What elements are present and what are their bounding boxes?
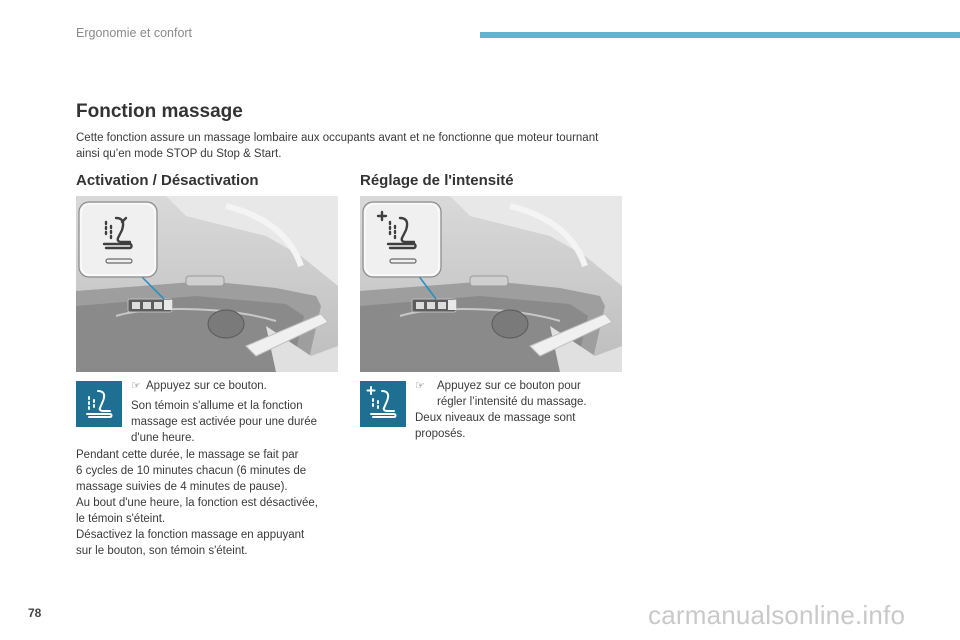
seat-intensity-illustration	[360, 196, 622, 372]
activation-indicator-text: Son témoin s'allume et la fonction massage est activée pour une durée d'une heure.	[131, 400, 318, 444]
intensity-bullet-text: Appuyez sur ce bouton pour régler l’intensité du massage.	[437, 380, 587, 408]
activation-body-line: 6 cycles de 10 minutes chacun (6 minutes de	[76, 465, 307, 477]
intensity-instruction	[415, 378, 610, 410]
seat-activation-illustration	[76, 196, 338, 372]
seat-massage-icon	[76, 381, 122, 427]
page-title: Fonction massage	[76, 101, 243, 122]
activation-body-line: Au bout d'une heure, la fonction est désactivée,	[76, 497, 318, 509]
activation-heading: Activation / Désactivation	[76, 172, 259, 189]
activation-instruction	[131, 378, 331, 394]
intro-paragraph: Cette fonction assure un massage lombaire aux occupants avant et ne fonctionne que moteur tournant ainsi qu’en mode STOP du Stop & Start.	[76, 132, 599, 160]
activation-body-line: massage suivies de 4 minutes de pause).	[76, 481, 288, 493]
section-header: Ergonomie et confort	[76, 26, 193, 40]
activation-body	[76, 447, 341, 559]
header-accent-bar	[480, 32, 960, 38]
page-number: 78	[28, 606, 42, 620]
activation-body-line: le témoin s'éteint.	[76, 513, 166, 525]
intensity-body-text: Deux niveaux de massage sont proposés.	[415, 412, 576, 440]
activation-body-line: sur le bouton, son témoin s'éteint.	[76, 545, 248, 557]
bullet-marker: ☞	[415, 380, 425, 392]
activation-body-line: Désactivez la fonction massage en appuyant	[76, 529, 305, 541]
intensity-heading: Réglage de l'intensité	[360, 172, 514, 189]
watermark: carmanualsonline.info	[648, 600, 906, 630]
activation-body-line: Pendant cette durée, le massage se fait par	[76, 449, 299, 461]
bullet-marker: ☞	[131, 380, 141, 392]
seat-massage-intensity-icon	[360, 381, 406, 427]
activation-bullet-text: Appuyez sur ce bouton.	[146, 380, 267, 392]
